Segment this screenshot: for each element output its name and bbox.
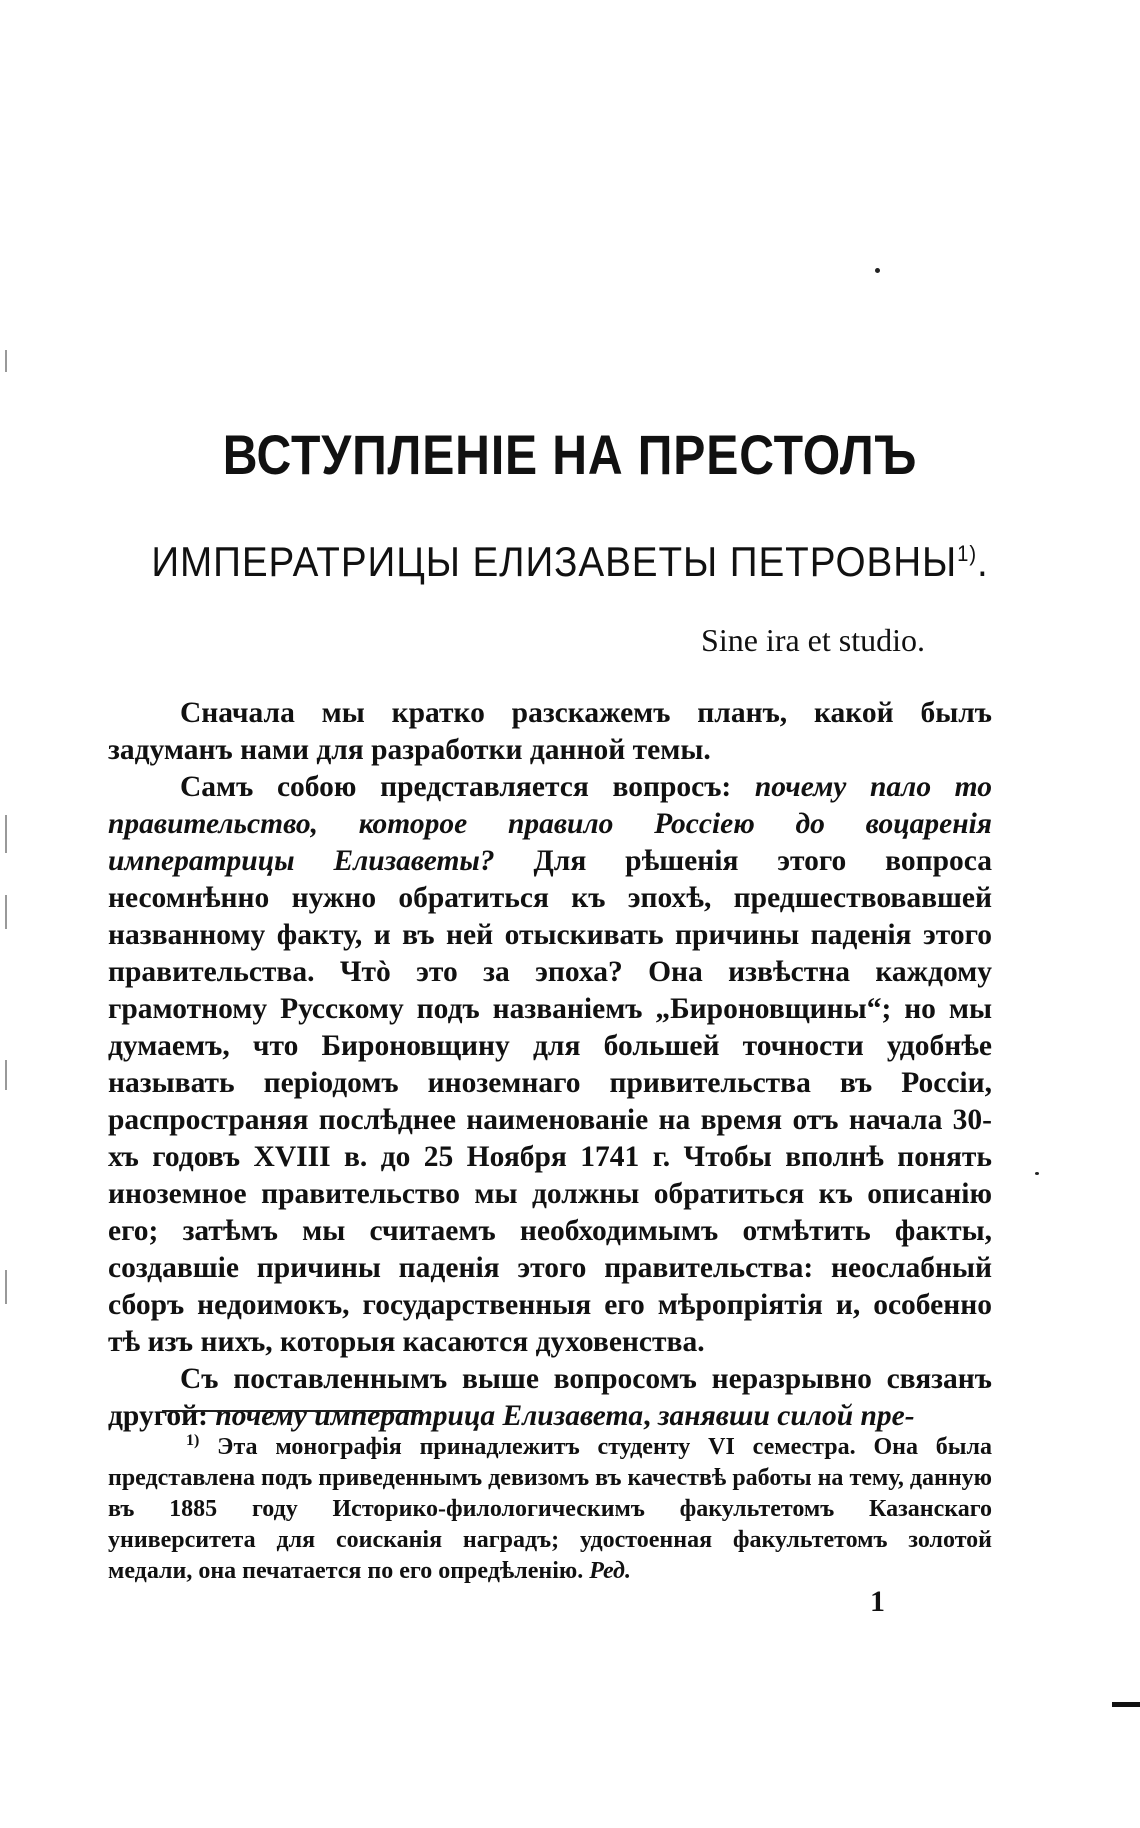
chapter-subtitle-text: ИМПЕРАТРИЦЫ ЕЛИЗАВЕТЫ ПЕТРОВНЫ [151,538,958,585]
paragraph-2-question: почему пало то правительство, которое правило Россіею до воцаренія императрицы Елизаветы? [108,771,992,877]
margin-mark [5,895,7,929]
chapter-title: ВСТУПЛЕНІЕ НА ПРЕСТОЛЪ [222,423,918,486]
margin-mark [5,1270,7,1304]
chapter-subtitle-end: . [976,538,989,585]
margin-mark [5,815,7,853]
paragraph-3-comma: , [643,1400,658,1432]
footnote-text [108,1425,992,1587]
body-text [108,695,992,1435]
margin-mark [5,350,7,372]
footnote-mark: 1) [186,1432,200,1449]
paragraph-3 [108,1361,992,1435]
paragraph-1: Сначала мы кратко разскажемъ планъ, какой былъ задуманъ нами для разработки данной темы. [108,697,992,766]
footnote [108,1425,992,1587]
paragraph-3-question-a: почему императрица Елизавета [215,1400,644,1432]
ink-speck [875,268,880,273]
margin-mark [5,1060,7,1090]
footnote-divider [162,1410,422,1412]
footnote-body: Эта монографія принадлежитъ студенту VI семестра. Она была представлена подъ приведеннымъ девизомъ въ качествѣ работы на тему, данную въ 1885 году Историко-филологическимъ факультетомъ Казанскаго университета для соисканія наградъ; удостоенная факультетомъ золотой медали, она печатается по его опредѣленію. [108,1434,992,1584]
page-number: 1 [870,1585,885,1618]
paragraph-3-intro: Съ поставленнымъ выше вопросомъ неразрывно связанъ другой: [108,1363,992,1432]
paragraph-2 [108,769,992,1361]
edge-mark [1112,1702,1140,1707]
epigraph: Sine ira et studio. [701,622,925,658]
footnote-reference: 1) [957,541,977,566]
paragraph-3-question-b: занявши силой пре- [657,1400,915,1432]
footnote-editor-note: Ред. [589,1558,631,1584]
paragraph-2-intro: Самъ собою представляется вопросъ: [180,771,755,803]
paragraph-2-body: Для рѣшенія этого вопроса несомнѣнно нужно обратиться къ эпохѣ, предшествовавшей названному факту, и въ ней отыскивать причины паденія этого правительства. Чтò это за эпоха? Она извѣстна каждому грамотному Русскому подъ названіемъ „Бироновщины“; но мы думаемъ, что Бироновщину для большей точности удобнѣе называть періодомъ иноземнаго привительства въ Россіи, распространяя послѣднее наименованіе на время отъ начала 30-хъ годовъ XVIII в. до 25 Ноября 1741 г. Чтобы вполнѣ понять иноземное правительство мы должны обратиться къ описанію его; затѣмъ мы считаемъ необходимымъ отмѣтить факты, создавшіе причины паденія этого правительства: неослабный сборъ недоимокъ, государственныя его мѣропріятія и, особенно тѣ изъ нихъ, которыя касаются духовенства. [108,845,993,1358]
chapter-subtitle [46,538,1095,586]
ink-speck [1035,1172,1039,1175]
